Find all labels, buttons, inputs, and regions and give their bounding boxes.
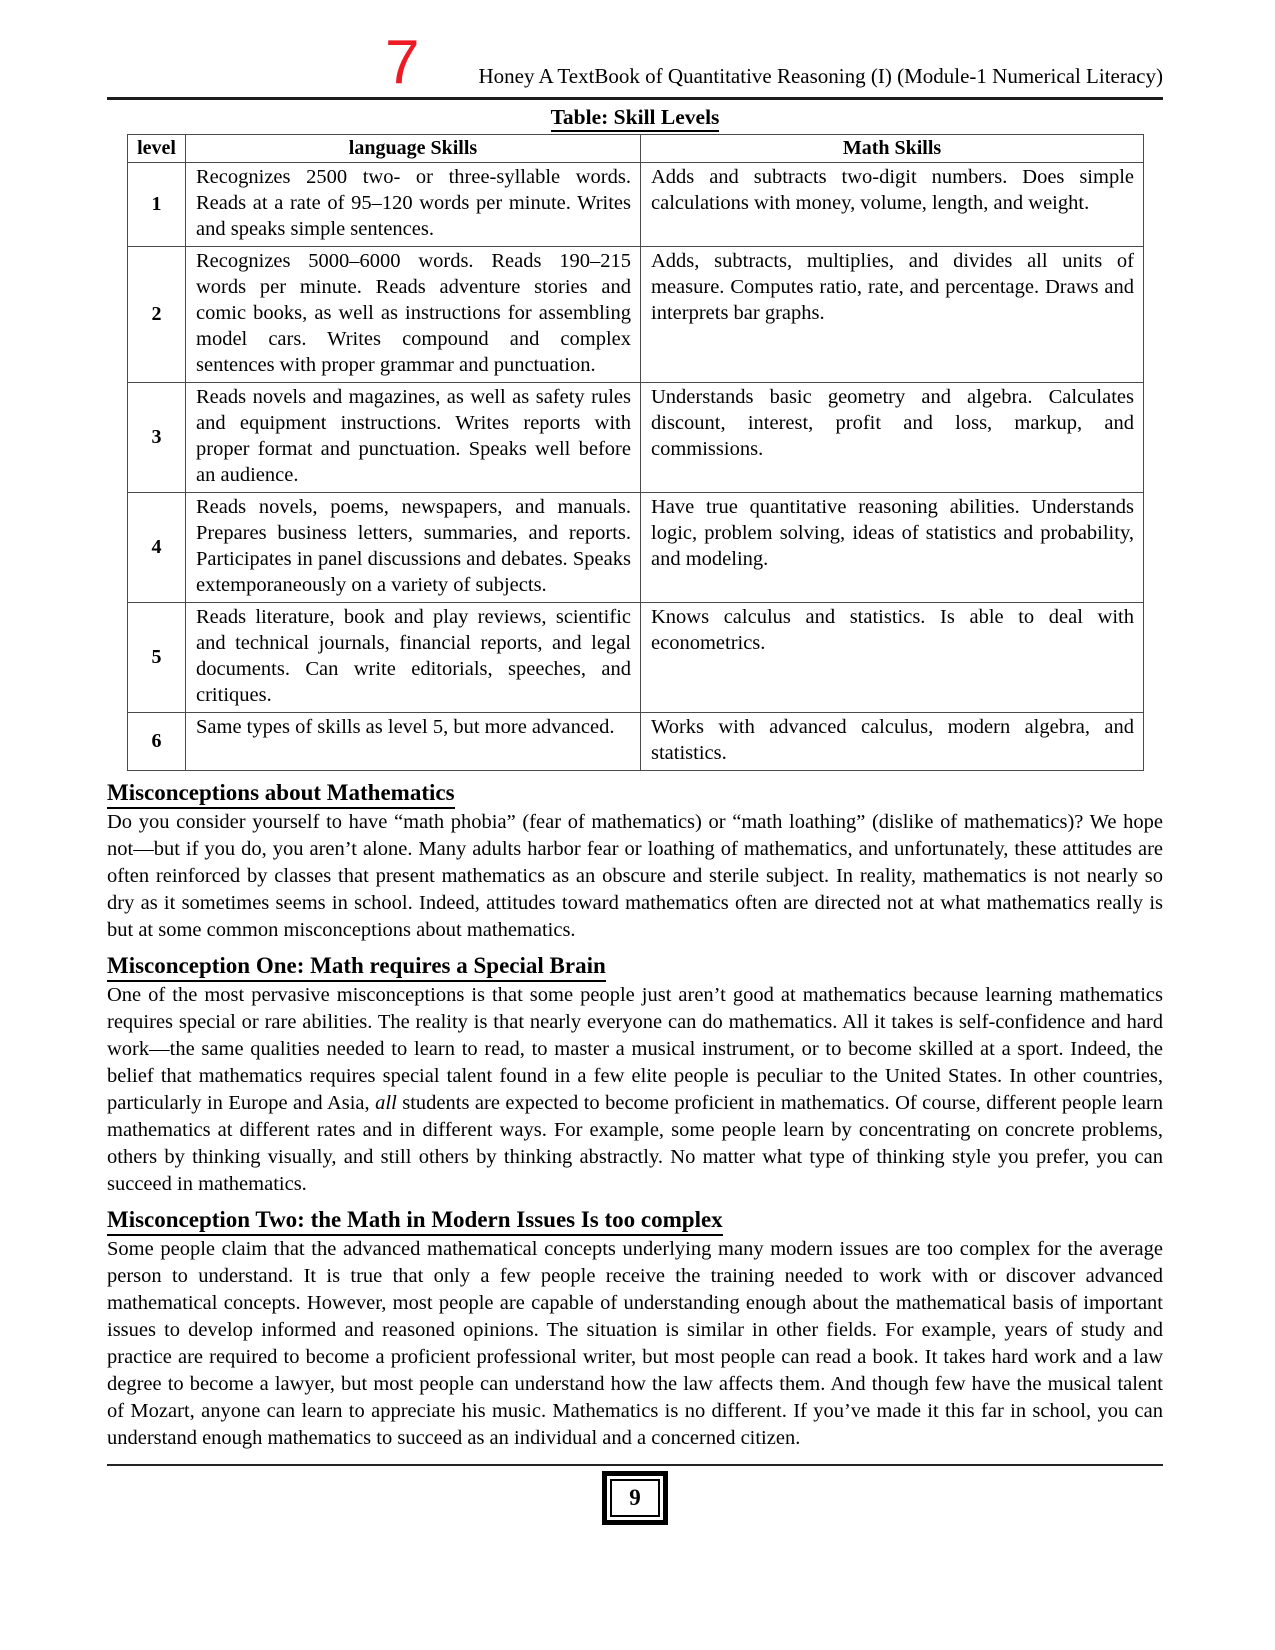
column-header-language-skills: language Skills — [186, 135, 641, 163]
paragraph-text: students are expected to become proficient in mathematics. Of course, different people learn mathematics at different rates and in different ways. For example, some people learn by concentrating on concrete problems, others by thinking visually, and still others by thinking abstractly. No matter what type of thinking style you prefer, you can succeed in mathematics. — [107, 1092, 1163, 1195]
level-value: 5 — [128, 603, 186, 713]
paragraph-text: One of the most pervasive misconceptions is that some people just aren’t good at mathematics because learning mathematics requires special or rare abilities. The reality is that nearly everyone can do mathematics. All it takes is self-confidence and hard work—the same qualities needed to learn to read, to master a musical instrument, or to become skilled at a sport. Indeed, the belief that mathematics requires special talent found in a few elite people is peculiar to the United States. In other countries, particularly in Europe and Asia, — [107, 984, 1163, 1114]
table-row — [128, 247, 1144, 383]
language-skills-cell: Recognizes 2500 two- or three-syllable words. Reads at a rate of 95–120 words per minute. Writes and speaks simple sentences. — [186, 163, 641, 247]
language-skills-cell: Reads novels, poems, newspapers, and manuals. Prepares business letters, summaries, and reports. Participates in panel discussions and debates. Speaks extemporaneously on a variety of subjects. — [186, 493, 641, 603]
level-value: 6 — [128, 713, 186, 771]
language-skills-cell: Recognizes 5000–6000 words. Reads 190–215 words per minute. Reads adventure stories and comic books, as well as instructions for assembling model cars. Writes compound and complex sentences with proper grammar and punctuation. — [186, 247, 641, 383]
page-header — [107, 0, 1163, 100]
italic-word: all — [375, 1092, 397, 1114]
table-row — [128, 493, 1144, 603]
table-header-row — [128, 135, 1144, 163]
table-row — [128, 163, 1144, 247]
paragraph-misconception-one — [107, 982, 1163, 1198]
level-value: 3 — [128, 383, 186, 493]
math-skills-cell: Knows calculus and statistics. Is able to deal with econometrics. — [641, 603, 1144, 713]
page-number-box — [602, 1471, 668, 1525]
footer-rule — [107, 1464, 1163, 1466]
table-row — [128, 383, 1144, 493]
language-skills-cell: Same types of skills as level 5, but more advanced. — [186, 713, 641, 771]
section-heading-misconceptions: Misconceptions about Mathematics — [107, 780, 1163, 806]
language-skills-cell: Reads literature, book and play reviews, scientific and technical journals, financial reports, and legal documents. Can write editorials, speeches, and critiques. — [186, 603, 641, 713]
table-row — [128, 713, 1144, 771]
table-caption: Table: Skill Levels — [107, 105, 1163, 130]
section-heading-misconception-one: Misconception One: Math requires a Special Brain — [107, 953, 1163, 979]
level-value: 1 — [128, 163, 186, 247]
page-footer — [107, 1471, 1163, 1525]
skill-levels-table — [127, 134, 1144, 771]
page-number: 9 — [610, 1479, 660, 1517]
column-header-math-skills: Math Skills — [641, 135, 1144, 163]
section-heading-misconception-two: Misconception Two: the Math in Modern Issues Is too complex — [107, 1207, 1163, 1233]
column-header-level: level — [128, 135, 186, 163]
math-skills-cell: Understands basic geometry and algebra. Calculates discount, interest, profit and loss, markup, and commissions. — [641, 383, 1144, 493]
math-skills-cell: Adds and subtracts two-digit numbers. Does simple calculations with money, volume, length, and weight. — [641, 163, 1144, 247]
table-row — [128, 603, 1144, 713]
level-value: 4 — [128, 493, 186, 603]
math-skills-cell: Adds, subtracts, multiplies, and divides all units of measure. Computes ratio, rate, and percentage. Draws and interprets bar graphs. — [641, 247, 1144, 383]
math-skills-cell: Have true quantitative reasoning abilities. Understands logic, problem solving, ideas of statistics and probability, and modeling. — [641, 493, 1144, 603]
math-skills-cell: Works with advanced calculus, modern algebra, and statistics. — [641, 713, 1144, 771]
paragraph-misconceptions: Do you consider yourself to have “math phobia” (fear of mathematics) or “math loathing” (dislike of mathematics)? We hope not—but if you do, you aren’t alone. Many adults harbor fear or loathing of mathematics, and unfortunately, these attitudes are often reinforced by classes that present mathematics as an obscure and sterile subject. In reality, mathematics is not nearly so dry as it sometimes seems in school. Indeed, attitudes toward mathematics often are directed not at what mathematics really is but at some common misconceptions about mathematics. — [107, 811, 1163, 941]
paragraph-misconception-two: Some people claim that the advanced mathematical concepts underlying many modern issues are too complex for the average person to understand. It is true that only a few people receive the training needed to work with or discover advanced mathematical concepts. However, most people are capable of understanding enough about the mathematical basis of important issues to develop informed and reasoned opinions. The situation is similar in other fields. For example, years of study and practice are required to become a proficient professional writer, but most people can read a book. It takes hard work and a law degree to become a lawyer, but most people can understand how the law affects them. And though few have the musical talent of Mozart, anyone can learn to appreciate his music. Mathematics is no different. If you’ve made it this far in school, you can understand enough mathematics to succeed as an individual and a concerned citizen. — [107, 1238, 1163, 1449]
level-value: 2 — [128, 247, 186, 383]
chapter-number: 7 — [385, 28, 420, 97]
running-head-title: Honey A TextBook of Quantitative Reasoning (I) (Module-1 Numerical Literacy) — [478, 64, 1163, 88]
language-skills-cell: Reads novels and magazines, as well as safety rules and equipment instructions. Writes reports with proper format and punctuation. Speaks well before an audience. — [186, 383, 641, 493]
